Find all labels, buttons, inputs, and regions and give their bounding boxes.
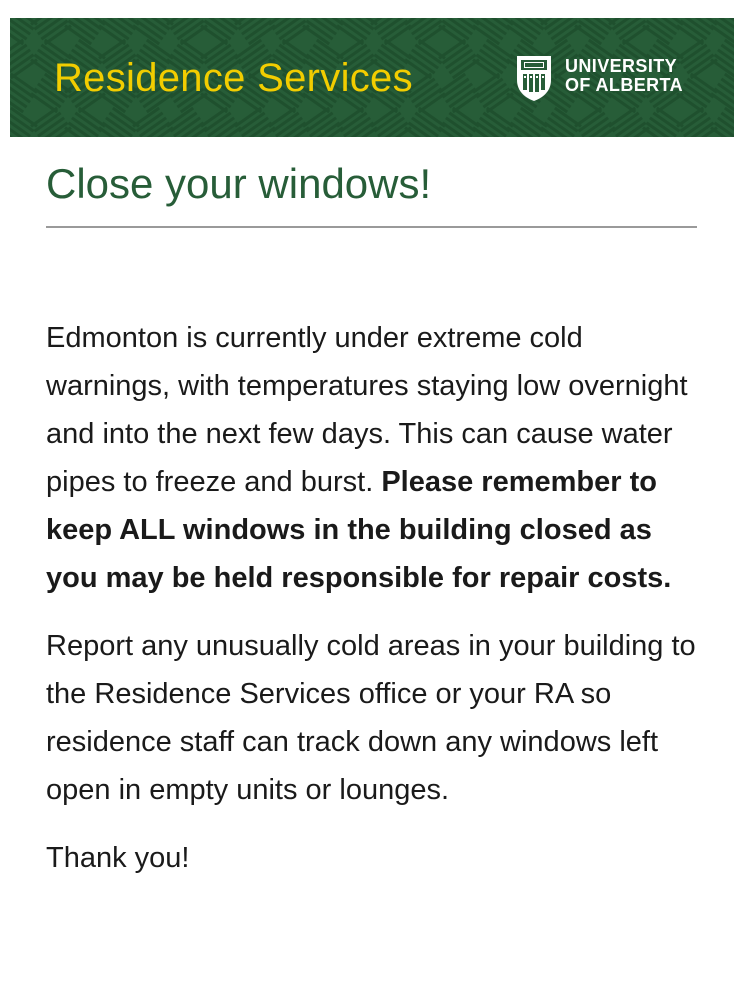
banner-pattern-stroke: [711, 26, 734, 44]
banner-pattern-stroke: [711, 60, 734, 78]
logo-line-1: UNIVERSITY: [565, 56, 678, 76]
university-logo[interactable]: [514, 54, 714, 104]
banner-pattern-stroke: [714, 123, 734, 137]
logo-line-2: OF ALBERTA: [565, 75, 683, 95]
page-title: Close your windows!: [46, 160, 432, 207]
message-body: [46, 314, 706, 882]
paragraph-cold-warning: [46, 314, 706, 602]
university-wordmark: [565, 57, 683, 95]
windows-warning-bold: Please remember to keep ALL windows in the building closed as you may be held responsible for repair costs.: [46, 466, 672, 594]
header-banner: [10, 18, 734, 137]
divider: [46, 226, 697, 228]
banner-pattern-stroke: [711, 94, 734, 112]
university-shield-icon: [514, 54, 554, 102]
paragraph-report-cold-areas: Report any unusually cold areas in your building to the Residence Services office or your RA so residence staff can track down any windows left open in empty units or lounges.: [46, 630, 696, 806]
cold-warning-text: Edmonton is currently under extreme cold warnings, with temperatures staying low overnight and into the next few days. This can cause water pipes to freeze and burst.: [46, 322, 688, 498]
banner-title: Residence Services: [54, 56, 413, 100]
paragraph-thank-you: Thank you!: [46, 842, 190, 874]
